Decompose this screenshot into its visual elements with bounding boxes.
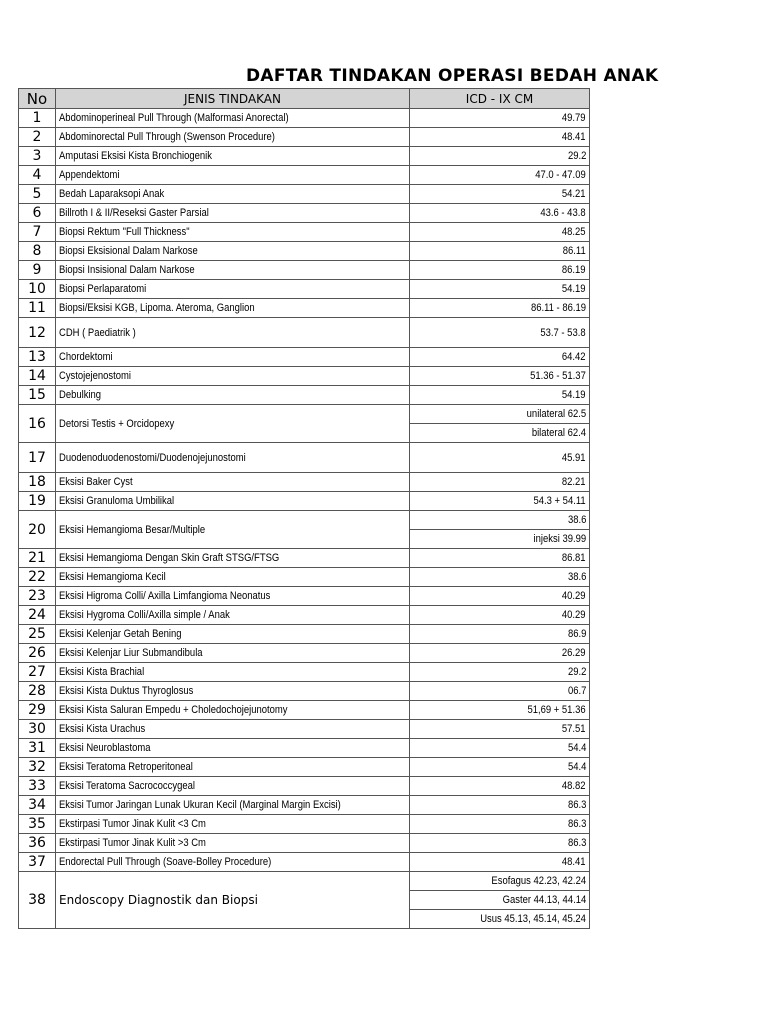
procedure-name-text: Abdominoperineal Pull Through (Malformasi Anorectal) [59,112,289,124]
icd-code [410,682,590,701]
table-body [19,109,590,929]
icd-code-text: 45.91 [562,451,586,464]
row-number: 23 [19,587,56,606]
icd-code [410,261,590,280]
row-number: 36 [19,834,56,853]
table-row [19,720,590,739]
row-number: 32 [19,758,56,777]
row-number: 13 [19,348,56,367]
procedure-name-text: Detorsi Testis + Orcidopexy [59,417,175,430]
procedure-name [56,280,410,299]
procedure-table [18,88,590,929]
table-row [19,443,590,473]
row-number: 35 [19,815,56,834]
table-row [19,280,590,299]
icd-code [410,549,590,568]
row-number: 38 [19,872,56,929]
icd-code [410,367,590,386]
row-number: 4 [19,166,56,185]
icd-code [410,739,590,758]
icd-code [410,405,590,424]
table-row [19,739,590,758]
row-number: 26 [19,644,56,663]
icd-code [410,318,590,348]
procedure-name-text: Eksisi Kista Saluran Empedu + Choledochojejunotomy [59,704,288,716]
icd-code-text: 54.4 [567,742,586,754]
table-row [19,663,590,682]
icd-code-text: bilateral 62.4 [531,427,586,439]
procedure-name [56,128,410,147]
icd-code [410,280,590,299]
table-row [19,223,590,242]
procedure-name [56,166,410,185]
procedure-name [56,318,410,348]
icd-code [410,796,590,815]
row-number: 17 [19,443,56,473]
table-row [19,367,590,386]
icd-code [410,492,590,511]
procedure-name-text: Eksisi Hygroma Colli/Axilla simple / Anak [59,609,230,621]
table-row [19,682,590,701]
icd-code [410,701,590,720]
procedure-name [56,147,410,166]
procedure-name-text: Appendektomi [59,169,120,181]
icd-code-text: 53.7 - 53.8 [540,326,586,339]
icd-code [410,386,590,405]
procedure-name-text: Eksisi Neuroblastoma [59,742,151,754]
table-row [19,587,590,606]
procedure-name [56,777,410,796]
row-number: 19 [19,492,56,511]
icd-code [410,644,590,663]
icd-code-text: 51.36 - 51.37 [530,370,586,382]
icd-code-text: Esofagus 42.23, 42.24 [491,875,586,887]
procedure-name-text: Chordektomi [59,351,113,363]
procedure-name [56,815,410,834]
procedure-name-text: Ekstirpasi Tumor Jinak Kulit <3 Cm [59,818,206,830]
row-number: 20 [19,511,56,549]
table-row [19,625,590,644]
icd-code [410,348,590,367]
table-row [19,204,590,223]
procedure-name-text: Bedah Laparaksopi Anak [59,188,165,200]
procedure-name [56,606,410,625]
table-row [19,242,590,261]
icd-code [410,530,590,549]
procedure-name-text: Biopsi/Eksisi KGB, Lipoma. Ateroma, Ganglion [59,302,255,314]
icd-code [410,166,590,185]
procedure-name-text: Eksisi Teratoma Retroperitoneal [59,761,193,773]
procedure-name-text: Duodenoduodenostomi/Duodenojejunostomi [59,451,246,464]
table-row [19,777,590,796]
row-number: 1 [19,109,56,128]
procedure-name [56,549,410,568]
procedure-name [56,185,410,204]
procedure-name [56,473,410,492]
table-row [19,405,590,424]
table-row [19,386,590,405]
procedure-name-text: Biopsi Perlaparatomi [59,283,147,295]
icd-code [410,568,590,587]
procedure-name-text: Eksisi Teratoma Sacrococcygeal [59,780,196,792]
table-row [19,511,590,530]
procedure-name-text: Eksisi Kista Urachus [59,723,146,735]
icd-code [410,299,590,318]
table-row [19,299,590,318]
icd-code-text: unilateral 62.5 [526,408,586,420]
procedure-name-text: Abdominorectal Pull Through (Swenson Procedure) [59,131,275,143]
row-number: 24 [19,606,56,625]
icd-code [410,204,590,223]
procedure-name [56,223,410,242]
icd-code [410,891,590,910]
icd-code-text: 54.19 [562,283,586,295]
icd-code-text: 26.29 [562,647,586,659]
icd-code [410,834,590,853]
table-row [19,185,590,204]
row-number: 22 [19,568,56,587]
icd-code-text: 86.9 [567,628,586,640]
icd-code-text: 40.29 [562,609,586,621]
table-row [19,549,590,568]
table-row [19,166,590,185]
row-number: 29 [19,701,56,720]
table-row [19,644,590,663]
icd-code [410,473,590,492]
icd-code-text: 51,69 + 51.36 [527,704,586,716]
icd-code [410,663,590,682]
icd-code [410,128,590,147]
table-row [19,853,590,872]
procedure-name-text: Eksisi Kista Brachial [59,666,145,678]
procedure-name-text: Eksisi Higroma Colli/ Axilla Limfangioma Neonatus [59,590,271,602]
procedure-name-text: Eksisi Hemangioma Kecil [59,571,166,583]
table-row [19,147,590,166]
icd-code [410,443,590,473]
icd-code-text: 86.19 [562,264,586,276]
row-number: 12 [19,318,56,348]
row-number: 21 [19,549,56,568]
procedure-name [56,796,410,815]
icd-code-text: 54.21 [562,188,586,200]
procedure-name-text: Endorectal Pull Through (Soave-Bolley Procedure) [59,856,272,868]
icd-code-text: 48.25 [562,226,586,238]
procedure-name [56,242,410,261]
procedure-name-text: Billroth I & II/Reseksi Gaster Parsial [59,207,209,219]
procedure-name [56,644,410,663]
icd-code-text: 48.41 [562,131,586,143]
icd-code [410,587,590,606]
header-code: ICD - IX CM [410,89,590,109]
procedure-name [56,834,410,853]
row-number: 14 [19,367,56,386]
icd-code [410,758,590,777]
procedure-name [56,853,410,872]
procedure-name [56,701,410,720]
procedure-name-text: Biopsi Eksisional Dalam Narkose [59,245,198,257]
procedure-name-text: Eksisi Hemangioma Dengan Skin Graft STSG/FTSG [59,552,280,564]
procedure-name-text: CDH ( Paediatrik ) [59,326,136,339]
icd-code-text: 06.7 [567,685,586,697]
table-row [19,318,590,348]
row-number: 16 [19,405,56,443]
procedure-name [56,720,410,739]
table-row [19,473,590,492]
procedure-name [56,663,410,682]
icd-code [410,815,590,834]
icd-code [410,242,590,261]
icd-code-text: 86.3 [567,818,586,830]
icd-code-text: 38.6 [567,514,586,526]
procedure-name-text: Eksisi Kista Duktus Thyroglosus [59,685,194,697]
procedure-name [56,261,410,280]
procedure-name [56,405,410,443]
icd-code-text: 40.29 [562,590,586,602]
icd-code-text: 57.51 [562,723,586,735]
procedure-name [56,109,410,128]
row-number: 10 [19,280,56,299]
icd-code [410,147,590,166]
icd-code-text: injeksi 39.99 [533,533,586,545]
icd-code-text: 43.6 - 43.8 [540,207,586,219]
icd-code-text: 47.0 - 47.09 [535,169,586,181]
icd-code [410,223,590,242]
icd-code [410,777,590,796]
row-number: 5 [19,185,56,204]
row-number: 11 [19,299,56,318]
icd-code-text: 49.79 [562,112,586,124]
row-number: 28 [19,682,56,701]
procedure-name-text: Ekstirpasi Tumor Jinak Kulit >3 Cm [59,837,206,849]
procedure-name [56,587,410,606]
table-row [19,128,590,147]
table-row [19,815,590,834]
table-row [19,606,590,625]
icd-code-text: 86.3 [567,799,586,811]
procedure-name [56,739,410,758]
table-row [19,701,590,720]
row-number: 37 [19,853,56,872]
icd-code [410,872,590,891]
procedure-name-text: Endoscopy Diagnostik dan Biopsi [59,893,258,907]
icd-code-text: 48.82 [562,780,586,792]
table-row [19,834,590,853]
icd-code [410,185,590,204]
table-row [19,109,590,128]
procedure-name [56,299,410,318]
icd-code [410,511,590,530]
table-row [19,348,590,367]
icd-code-text: 86.81 [562,552,586,564]
procedure-name [56,758,410,777]
icd-code-text: 54.19 [562,389,586,401]
procedure-name-text: Eksisi Kelenjar Getah Bening [59,628,182,640]
icd-code [410,109,590,128]
row-number: 7 [19,223,56,242]
procedure-name-text: Eksisi Baker Cyst [59,476,133,488]
row-number: 3 [19,147,56,166]
header-name: JENIS TINDAKAN [56,89,410,109]
page-title: DAFTAR TINDAKAN OPERASI BEDAH ANAK [246,66,659,86]
header-no: No [19,89,56,109]
icd-code-text: Gaster 44.13, 44.14 [502,894,586,906]
procedure-name-text: Biopsi Rektum "Full Thickness" [59,226,190,238]
row-number: 25 [19,625,56,644]
row-number: 34 [19,796,56,815]
icd-code-text: 38.6 [567,571,586,583]
procedure-name [56,367,410,386]
icd-code-text: 86.11 - 86.19 [530,302,586,314]
row-number: 18 [19,473,56,492]
procedure-name-text: Biopsi Insisional Dalam Narkose [59,264,195,276]
table-header-row [19,89,590,109]
icd-code-text: 64.42 [562,351,586,363]
table-row [19,796,590,815]
row-number: 15 [19,386,56,405]
procedure-name [56,511,410,549]
row-number: 33 [19,777,56,796]
procedure-name-text: Cystojejenostomi [59,370,132,382]
procedure-name [56,443,410,473]
procedure-name-text: Eksisi Granuloma Umbilikal [59,495,175,507]
table-row [19,261,590,280]
row-number: 30 [19,720,56,739]
row-number: 9 [19,261,56,280]
icd-code-text: 29.2 [567,666,586,678]
procedure-name-text: Eksisi Hemangioma Besar/Multiple [59,523,206,536]
procedure-name-text: Eksisi Tumor Jaringan Lunak Ukuran Kecil (Marginal Margin Excisi) [59,799,341,811]
procedure-name-text: Amputasi Eksisi Kista Bronchiogenik [59,150,213,162]
icd-code [410,606,590,625]
table-row [19,492,590,511]
table-row [19,758,590,777]
icd-code [410,720,590,739]
icd-code-text: Usus 45.13, 45.14, 45.24 [480,913,586,925]
icd-code-text: 29.2 [567,150,586,162]
procedure-name [56,568,410,587]
row-number: 31 [19,739,56,758]
procedure-name-text: Debulking [59,389,102,401]
procedure-name-text: Eksisi Kelenjar Liur Submandibula [59,647,203,659]
row-number: 6 [19,204,56,223]
table-row [19,872,590,891]
icd-code-text: 48.41 [562,856,586,868]
row-number: 2 [19,128,56,147]
icd-code-text: 54.3 + 54.11 [533,495,586,507]
icd-code-text: 54.4 [567,761,586,773]
icd-code-text: 86.11 [563,245,586,257]
procedure-name [56,682,410,701]
icd-code [410,424,590,443]
table-row [19,568,590,587]
row-number: 8 [19,242,56,261]
procedure-name [56,386,410,405]
row-number: 27 [19,663,56,682]
procedure-name [56,625,410,644]
procedure-name [56,204,410,223]
icd-code-text: 86.3 [567,837,586,849]
procedure-name [56,492,410,511]
icd-code [410,853,590,872]
icd-code [410,625,590,644]
procedure-name [56,872,410,929]
procedure-name [56,348,410,367]
icd-code [410,910,590,929]
icd-code-text: 82.21 [562,476,586,488]
